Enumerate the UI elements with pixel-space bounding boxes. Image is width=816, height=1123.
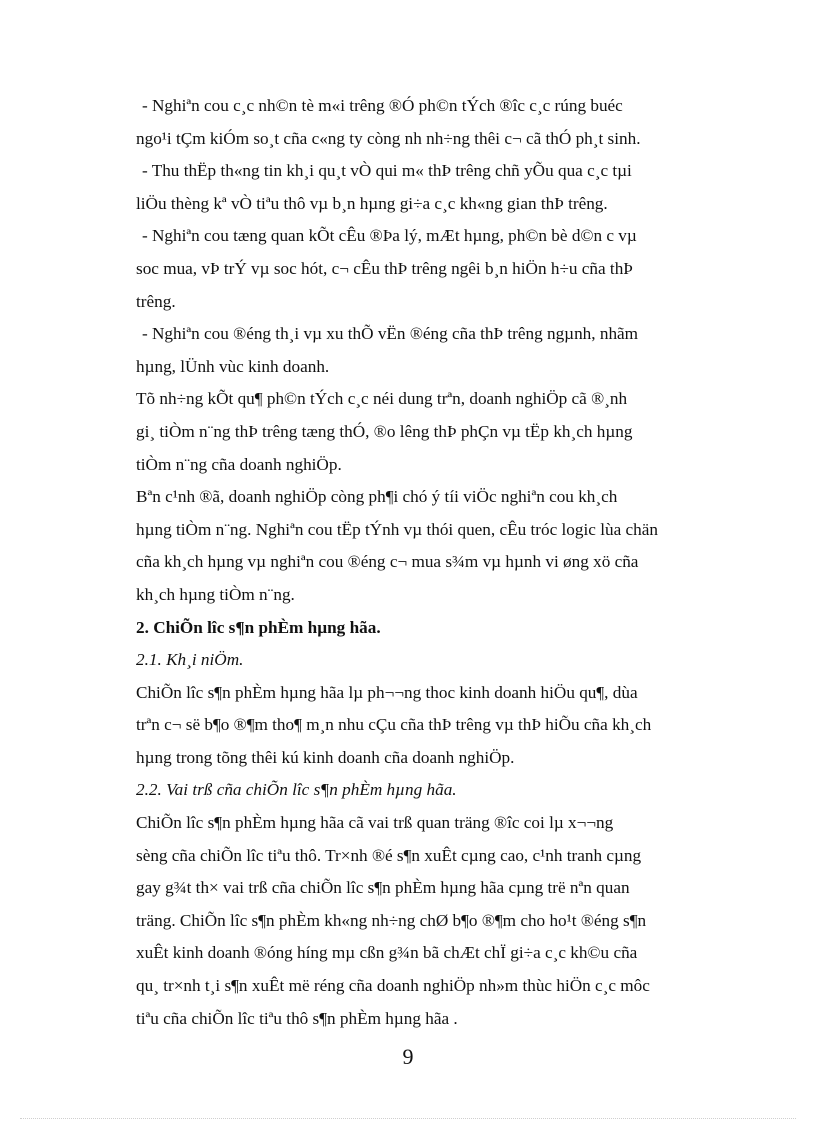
- text-line: gay g¾t th× vai trß cña chiÕn lîc s¶n phÈm hµng hãa cµng trë nªn quan: [136, 878, 630, 898]
- section-heading: 2. ChiÕn lîc s¶n phÈm hµng hãa.: [136, 617, 381, 637]
- subsection-heading-2: 2.2. Vai trß cña chiÕn lîc s¶n phÈm hµng hãa.: [136, 780, 457, 800]
- bullet-line-1: - Nghiªn cou c¸c nh©n tè m«i trêng ®Ó ph©n tÝch ®îc c¸c rúng buéc: [142, 96, 623, 115]
- text-line: hµng, lÜnh vùc kinh doanh.: [136, 356, 330, 376]
- text-line: cña kh¸ch hµng vµ nghiªn cou ®éng c¬ mua s¾m vµ hµnh vi øng xö cña: [136, 552, 639, 572]
- bullet-line-3: - Nghiªn cou tæng quan kÕt cÊu ®Þa lý, mÆt hµng, ph©n bè d©n c vµ: [142, 226, 637, 246]
- paragraph-line: ChiÕn lîc s¶n phÈm hµng hãa cã vai trß quan träng ®îc coi lµ x¬¬ng: [136, 813, 614, 833]
- text-line: sèng cña chiÕn lîc tiªu thô. Tr×nh ®é s¶n xuÊt cµng cao, c¹nh tranh cµng: [136, 845, 642, 865]
- footer-divider: [20, 1118, 796, 1119]
- subsection-heading-1: 2.1. Kh¸i niÖm.: [136, 650, 244, 670]
- paragraph-line: ChiÕn lîc s¶n phÈm hµng hãa lµ ph¬¬ng thoc kinh doanh hiÖu qu¶, dùa: [136, 682, 638, 702]
- text-line: gi¸ tiÒm n¨ng thÞ trêng tæng thÓ, ®o lêng thÞ phÇn vµ tËp kh¸ch hµng: [136, 421, 633, 441]
- paragraph-line: Bªn c¹nh ®ã, doanh nghiÖp còng ph¶i chó ý tíi viÖc nghiªn cou kh¸ch: [136, 487, 618, 507]
- page-body: [136, 90, 720, 1035]
- text-line: hµng tiÒm n¨ng. Nghiªn cou tËp tÝnh vµ thói quen, cÊu tróc logic lùa chän: [136, 519, 658, 539]
- text-line: träng. ChiÕn lîc s¶n phÈm kh«ng nh÷ng chØ b¶o ®¶m cho ho¹t ®éng s¶n: [136, 910, 647, 930]
- paragraph-line: Tõ nh÷ng kÕt qu¶ ph©n tÝch c¸c néi dung trªn, doanh nghiÖp cã ®¸nh: [136, 389, 628, 409]
- text-line: ngo¹i tÇm kiÓm so¸t cña c«ng ty còng nh nh÷ng thêi c¬ cã thÓ ph¸t sinh.: [136, 128, 641, 148]
- text-line: trªn c¬ së b¶o ®¶m tho¶ m¸n nhu cÇu cña thÞ trêng vµ thÞ hiÕu cña kh¸ch: [136, 715, 652, 735]
- bullet-line-2: - Thu thËp th«ng tin kh¸i qu¸t vÒ qui m« thÞ trêng chñ yÕu qua c¸c tµi: [142, 161, 632, 181]
- page-number: 9: [402, 1044, 414, 1069]
- text-line: soc mua, vÞ trÝ vµ soc hót, c¬ cÊu thÞ trêng ngêi b¸n hiÖn h÷u cña thÞ: [136, 258, 633, 278]
- text-line: kh¸ch hµng tiÒm n¨ng.: [136, 584, 295, 604]
- text-line: liÖu thèng kª vÒ tiªu thô vµ b¸n hµng gi÷a c¸c kh«ng gian thÞ trêng.: [136, 193, 608, 213]
- bullet-line-4: - Nghiªn cou ®éng th¸i vµ xu thÕ vËn ®éng cña thÞ trêng ngµnh, nhãm: [142, 324, 639, 344]
- text-line: qu¸ tr×nh t¸i s¶n xuÊt më réng cña doanh nghiÖp nh»m thùc hiÖn c¸c môc: [136, 976, 650, 996]
- text-line: tiªu cña chiÕn lîc tiªu thô s¶n phÈm hµng hãa .: [136, 1008, 458, 1028]
- text-line: xuÊt kinh doanh ®óng híng mµ cßn g¾n bã chÆt chÏ gi÷a c¸c kh©u cña: [136, 943, 638, 963]
- text-line: trêng.: [136, 291, 176, 311]
- text-line: tiÒm n¨ng cña doanh nghiÖp.: [136, 454, 342, 474]
- text-line: hµng trong tõng thêi kú kinh doanh cña doanh nghiÖp.: [136, 747, 515, 767]
